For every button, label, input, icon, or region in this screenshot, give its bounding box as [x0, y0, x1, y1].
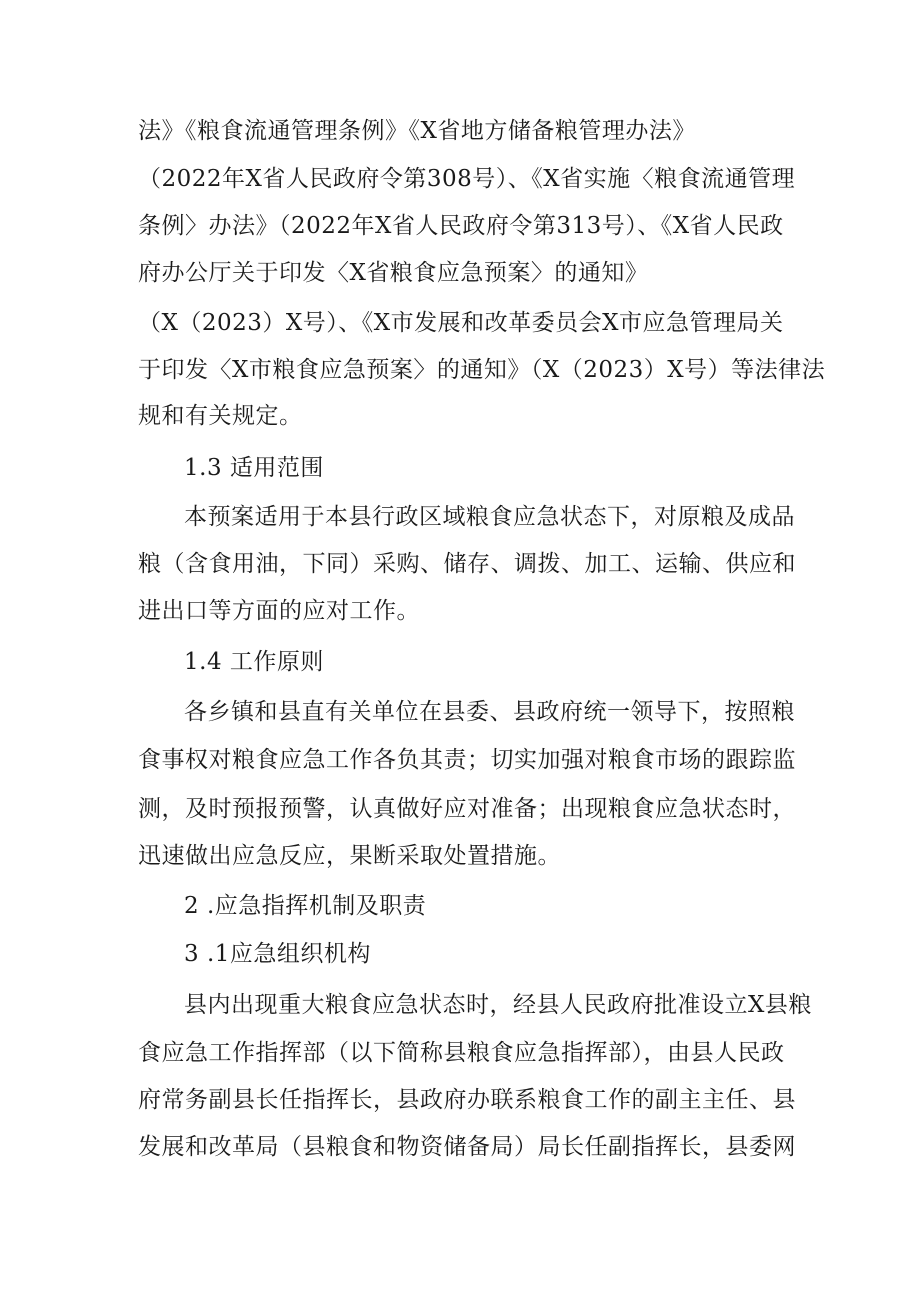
- text-line: 府常务副县长任指挥长，县政府办联系粮食工作的副主主任、县: [138, 1087, 796, 1113]
- text-line: 发展和改革局（县粮食和物资储备局）局长任副指挥长，县委网: [138, 1134, 796, 1160]
- text-line: 食应急工作指挥部（以下简称县粮食应急指挥部），由县人民政: [138, 1040, 785, 1066]
- section-heading-2: 2 .应急指挥机制及职责: [184, 893, 427, 919]
- text-line: 县内出现重大粮食应急状态时，经县人民政府批准设立X县粮: [184, 992, 812, 1018]
- text-line: 府办公厅关于印发〈X省粮食应急预案〉的通知》: [138, 260, 649, 286]
- text-line: 于印发〈X市粮食应急预案〉的通知》（X（2023）X号）等法律法: [138, 357, 826, 383]
- text-line: 测，及时预报预警，认真做好应对准备；出现粮食应急状态时，: [138, 796, 796, 822]
- section-heading-3-1: 3 .1应急组织机构: [184, 941, 371, 967]
- text-line: 本预案适用于本县行政区域粮食应急状态下，对原粮及成品: [184, 504, 795, 530]
- text-line: 迅速做出应急反应，果断采取处置措施。: [138, 843, 561, 869]
- text-line: 各乡镇和县直有关单位在县委、县政府统一领导下，按照粮: [184, 699, 795, 725]
- section-heading-1-4: 1.4 工作原则: [184, 649, 324, 675]
- text-line: 粮（含食用油，下同）采购、储存、调拨、加工、运输、供应和: [138, 551, 796, 577]
- text-line: 法》《粮食流通管理条例》《X省地方储备粮管理办法》: [138, 118, 696, 144]
- section-heading-1-3: 1.3 适用范围: [184, 455, 324, 481]
- text-line: 进出口等方面的应对工作。: [138, 598, 420, 624]
- text-line: 条例〉办法》（2022年X省人民政府令第313号）、《X省人民政: [138, 213, 784, 239]
- text-line: （X（2023）X号）、《X市发展和改革委员会X市应急管理局关: [138, 310, 784, 336]
- text-line: （2022年X省人民政府令第308号）、《X省实施〈粮食流通管理: [138, 166, 796, 192]
- text-line: 食事权对粮食应急工作各负其责；切实加强对粮食市场的跟踪监: [138, 747, 796, 773]
- text-line: 规和有关规定。: [138, 403, 303, 429]
